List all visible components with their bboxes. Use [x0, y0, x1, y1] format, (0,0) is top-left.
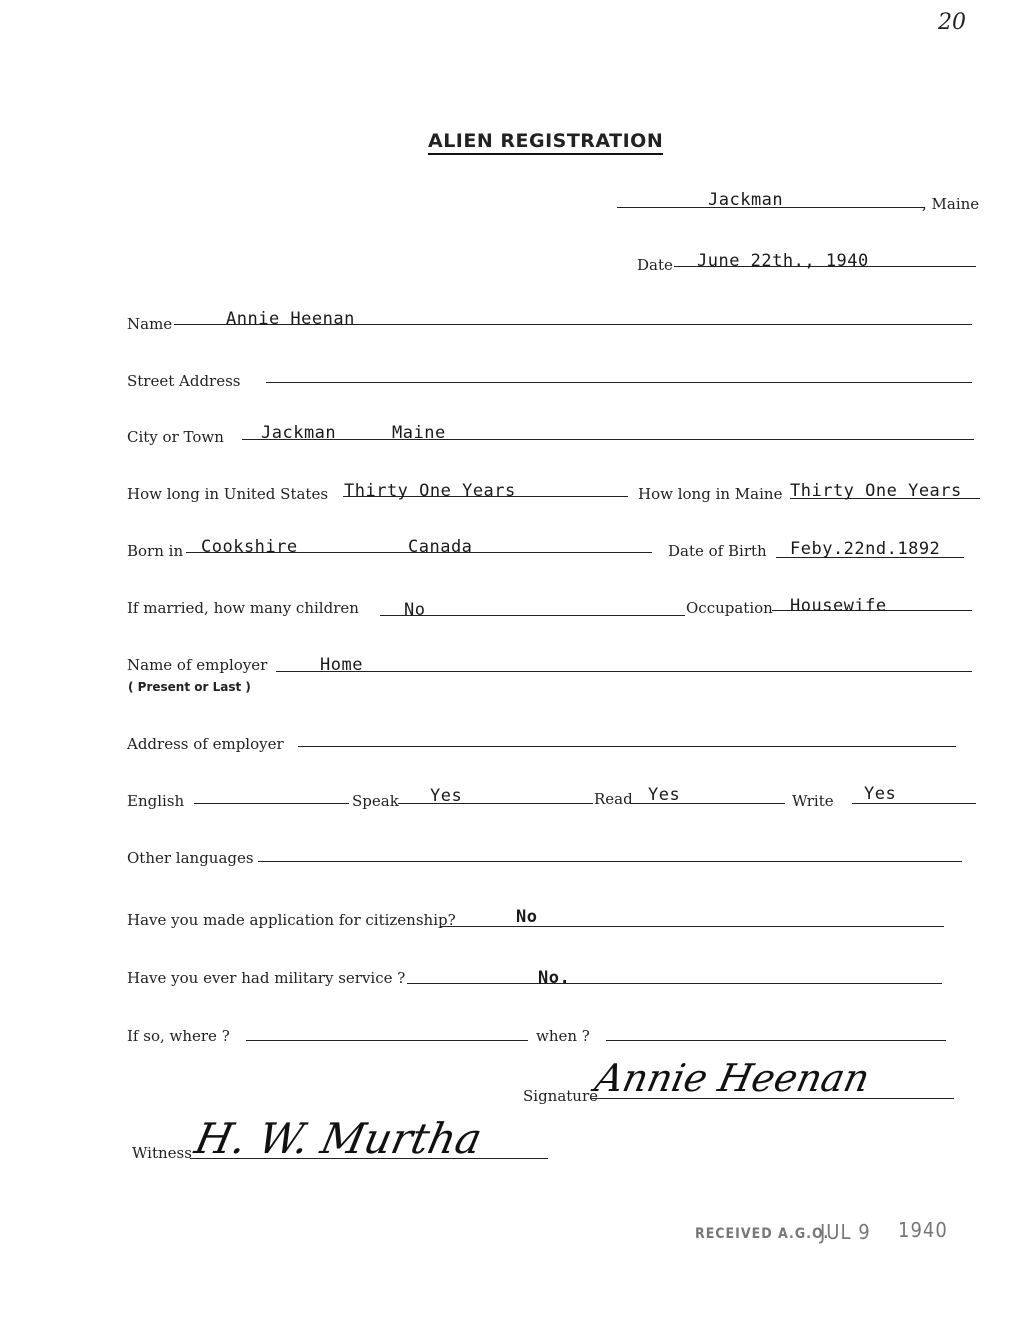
witness-label: Witness: [132, 1144, 192, 1162]
date-label: Date: [637, 256, 673, 274]
date-of-birth-label: Date of Birth: [668, 542, 767, 560]
born-in-label: Born in: [127, 542, 184, 560]
received-stamp-text: RECEIVED A.G.O.: [695, 1226, 830, 1242]
citizenship-value: No: [516, 907, 538, 927]
where-label: If so, where ?: [127, 1027, 230, 1045]
born-in-country-value: Canada: [408, 537, 473, 557]
street-address-label: Street Address: [127, 372, 241, 390]
how-long-maine-label: How long in Maine: [638, 485, 783, 503]
english-label: English: [127, 792, 185, 810]
page-number: 20: [938, 10, 966, 35]
signature-value: Annie Heenan: [591, 1056, 874, 1100]
occupation-value: Housewife: [790, 596, 887, 616]
location-state-label: , Maine: [922, 195, 980, 213]
city-label: City or Town: [127, 428, 224, 446]
speak-label: Speak: [352, 792, 399, 810]
born-in-town-value: Cookshire: [201, 537, 298, 557]
employer-address-label: Address of employer: [127, 735, 284, 753]
location-town-value: Jackman: [708, 190, 784, 210]
when-label: when ?: [536, 1027, 590, 1045]
read-label: Read: [594, 790, 633, 808]
signature-label: Signature: [523, 1087, 599, 1105]
city-town-value: Jackman: [261, 423, 337, 443]
military-label: Have you ever had military service ?: [127, 969, 406, 987]
how-long-us-label: How long in United States: [127, 485, 329, 503]
children-value: No: [404, 600, 426, 620]
occupation-label: Occupation: [686, 599, 773, 617]
write-label: Write: [792, 792, 834, 810]
witness-signature: H. W. Murtha: [190, 1114, 487, 1163]
other-languages-label: Other languages: [127, 849, 254, 867]
page-title: ALIEN REGISTRATION: [428, 130, 663, 155]
name-label: Name: [127, 315, 173, 333]
how-long-us-value: Thirty One Years: [344, 481, 516, 501]
date-value: June 22th., 1940: [697, 251, 869, 271]
read-value: Yes: [648, 785, 681, 805]
employer-name-sublabel: ( Present or Last ): [128, 680, 251, 694]
write-value: Yes: [864, 784, 897, 804]
children-label: If married, how many children: [127, 599, 359, 617]
received-stamp-month: JUL 9: [820, 1220, 871, 1244]
date-of-birth-value: Feby.22nd.1892: [790, 539, 941, 559]
employer-name-label: Name of employer: [127, 656, 268, 674]
city-state-value: Maine: [392, 423, 446, 443]
military-value: No.: [538, 968, 571, 988]
employer-name-value: Home: [320, 655, 363, 675]
citizenship-label: Have you made application for citizenship?: [127, 911, 456, 929]
how-long-maine-value: Thirty One Years: [790, 481, 962, 501]
received-stamp-year: 1940: [898, 1218, 948, 1242]
name-value: Annie Heenan: [226, 309, 355, 329]
speak-value: Yes: [430, 786, 463, 806]
